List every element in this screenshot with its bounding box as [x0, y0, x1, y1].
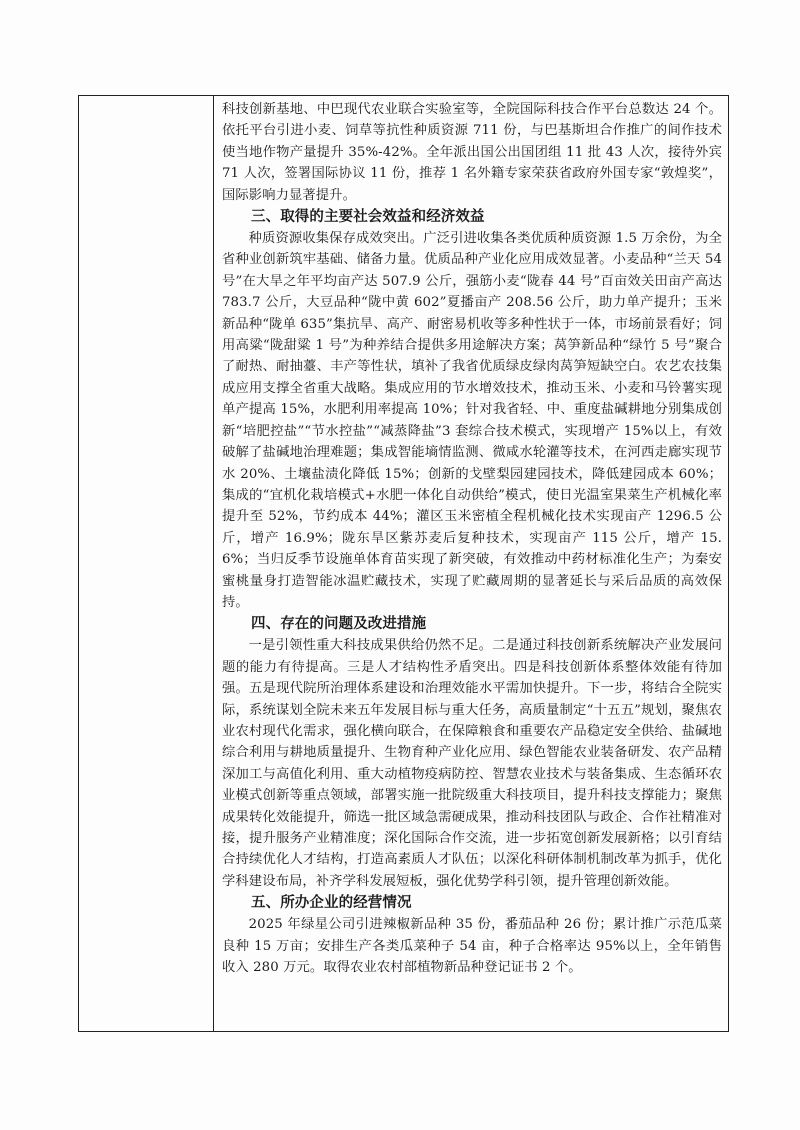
section-5-heading: 五、所办企业的经营情况	[251, 895, 412, 912]
section-5-paragraph: 2025 年绿星公司引进辣椒新品种 35 份，番茄品种 26 份；累计推广示范瓜菜良种 15 万亩；安排生产各类瓜菜种子 54 亩，种子合格率达 95%以上，全年销售收入 280 万元。取得农业农村部植物新品种登记证书 2 个。	[222, 917, 722, 976]
section-4-paragraph: 一是引领性重大科技成果供给仍然不足。二是通过科技创新系统解决产业发展问题的能力有待提高。三是人才结构性矛盾突出。四是科技创新体系整体效能有待加强。五是现代院所治理体系建设和治理效能水平需加快提升。下一步，将结合全院实际，系统谋划全院未来五年发展目标与重大任务，高质量制定“十五五”规划，聚焦农业农村现代化需求，强化横向联合，在保障粮食和重要农产品稳定安全供给、盐碱地综合利用与耕地质量提升、生物育种产业化应用、绿色智能农业装备研发、农产品精深加工与高值化利用、重大动植物疫病防控、智慧农业技术与装备集成、生态循环农业模式创新等重点领域，部署实施一批院级重大科技项目，提升科技支撑能力；聚焦成果转化效能提升，筛选一批区域急需硬成果，推动科技团队与政企、合作社精准对接，提升服务产业精准度；深化国际合作交流，进一步拓宽创新发展新格；以引育结合持续优化人才结构，打造高素质人才队伍；以深化科研体制机制改革为抓手，优化学科建设布局，补齐学科发展短板，强化优势学科引领，提升管理创新效能。	[222, 638, 722, 889]
content-cell	[222, 99, 722, 978]
section-3-heading: 三、取得的主要社会效益和经济效益	[251, 209, 485, 226]
continued-paragraph: 科技创新基地、中巴现代农业联合实验室等，全院国际科技合作平台总数达 24 个。依托平台引进小麦、饲草等抗性种质资源 711 份，与巴基斯坦合作推广的间作技术使当地作物产量提升 35%-42%。全年派出国公出国团组 11 批 43 人次，接待外宾 71 人次，签署国际协议 11 份，推荐 1 名外籍专家荣获省政府外国专家“敦煌奖”，国际影响力显著提升。	[222, 102, 722, 203]
form-table-frame	[78, 95, 729, 1032]
section-4-heading: 四、存在的问题及改进措施	[251, 616, 427, 633]
label-column	[79, 96, 214, 1031]
section-3-paragraph: 种质资源收集保存成效突出。广泛引进收集各类优质种质资源 1.5 万余份，为全省种业创新筑牢基础、储备力量。优质品种产业化应用成效显著。小麦品种“兰天 54 号”在大旱之年平均亩产达 507.9 公斤，强筋小麦“陇春 44 号”百亩效关田亩产高达 783.7 公斤，大豆品种“陇中黄 602”夏播亩产 208.56 公斤，助力单产提升；玉米新品种“陇单 635”集抗旱、高产、耐密易机收等多种性状于一体，市场前景看好；饲用高粱“陇甜粱 1 号”为种养结合提供多用途解决方案；莴笋新品种“绿竹 5 号”聚合了耐热、耐抽薹、丰产等性状，填补了我省优质绿皮绿肉莴笋短缺空白。农艺农技集成应用支撑全省重大战略。集成应用的节水增效技术，推动玉米、小麦和马铃薯实现单产提高 15%，水肥利用率提高 10%；针对我省轻、中、重度盐碱耕地分别集成创新“培肥控盐”“节水控盐”“减蒸降盐”3 套综合技术模式，实现增产 15%以上，有效破解了盐碱地治理难题；集成智能墒情监测、微咸水轮灌等技术，在河西走廊实现节水 20%、土壤盐渍化降低 15%；创新的戈壁梨园建园技术，降低建园成本 60%；集成的“宜机化栽培模式+水肥一体化自动供给”模式，使日光温室果菜生产机械化率提升至 52%，节约成本 44%；灌区玉米密植全程机械化技术实现亩产 1296.5 公斤，增产 16.9%；陇东旱区紫苏麦后复种技术，实现亩产 115 公斤，增产 15.6%；当归反季节设施单体育苗实现了新突破，有效推动中药材标准化生产；为秦安蜜桃量身打造智能冰温贮藏技术，实现了贮藏周期的显著延长与采后品质的高效保持。	[222, 231, 722, 610]
